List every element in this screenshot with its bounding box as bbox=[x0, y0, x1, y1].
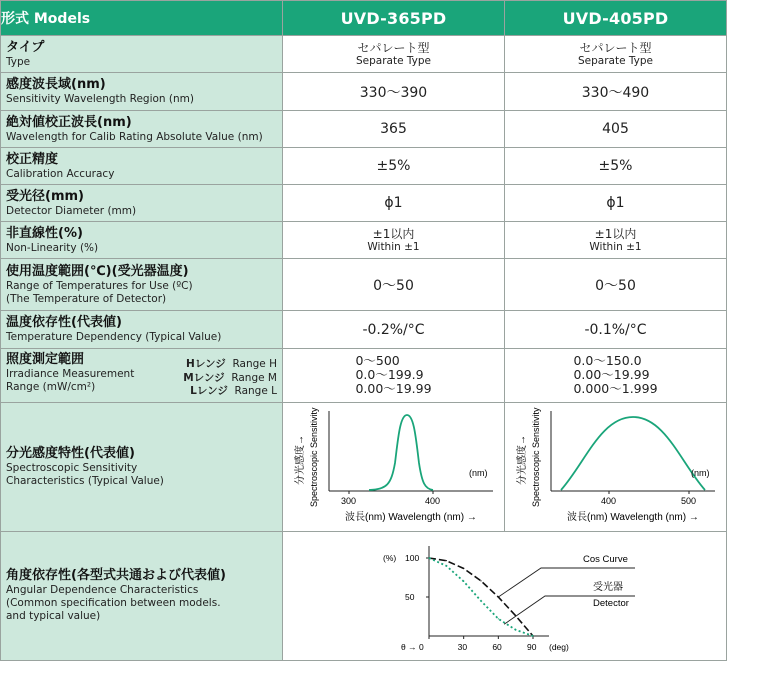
cos-curve-label: Cos Curve bbox=[583, 553, 628, 565]
header-row bbox=[1, 1, 727, 36]
range-m-key: Mレンジ bbox=[183, 371, 225, 384]
angular-y-tick-label: 100 bbox=[405, 552, 420, 563]
a-nonlin-en: Within ±1 bbox=[367, 240, 420, 253]
row-non-linearity bbox=[1, 222, 727, 259]
label-tempdep-jp: 温度依存性(代表値) bbox=[6, 315, 122, 330]
angular-chart bbox=[283, 532, 725, 656]
row-spectral bbox=[1, 402, 727, 531]
label-sens-jp: 感度波長域(nm) bbox=[6, 77, 106, 92]
label-nonlin-en: Non-Linearity (%) bbox=[6, 241, 99, 254]
b-calib-wavelength: 405 bbox=[505, 111, 727, 148]
row-calib-wavelength bbox=[1, 111, 727, 148]
label-spectral-jp: 分光感度特性(代表値) bbox=[6, 445, 135, 461]
spectral-plot-a bbox=[283, 403, 503, 527]
label-angular-jp: 角度依存性(各型式共通および代表値) bbox=[6, 568, 226, 583]
angular-point bbox=[515, 629, 516, 630]
angular-x-tick-label: 90 bbox=[527, 641, 537, 652]
spec-a-unit: (nm) bbox=[469, 467, 488, 478]
a-type-en: Separate Type bbox=[355, 54, 431, 67]
label-spectral-en2: Characteristics (Typical Value) bbox=[6, 474, 164, 487]
b-calib-accuracy: ±5% bbox=[505, 148, 727, 185]
angular-point bbox=[463, 580, 464, 581]
row-angular bbox=[1, 531, 727, 660]
range-l-key: Lレンジ bbox=[190, 385, 228, 397]
b-range-m: 0.00～19.99 bbox=[573, 366, 650, 382]
a-range-l: 0.00～19.99 bbox=[355, 380, 432, 396]
b-range-l: 0.000～1.999 bbox=[573, 380, 658, 396]
angular-x-tick-label: 30 bbox=[457, 641, 468, 652]
label-angular-en3: and typical value) bbox=[6, 610, 101, 622]
angular-x-tick-label: θ → 0 bbox=[401, 641, 424, 652]
row-calib-accuracy bbox=[1, 148, 727, 185]
angular-point bbox=[463, 567, 464, 568]
range-m-label: Range M bbox=[231, 371, 277, 384]
spec-b-curve bbox=[561, 417, 705, 490]
a-type-jp: セパレート型 bbox=[357, 40, 430, 55]
b-range-h: 0.0～150.0 bbox=[573, 352, 642, 368]
spectral-plot-b bbox=[505, 403, 725, 527]
spec-b-ylabel-en: Spectroscopic Sensitivity bbox=[531, 406, 541, 507]
angular-point bbox=[498, 618, 499, 619]
label-temprange-jp: 使用温度範囲(℃)(受光器温度) bbox=[6, 263, 189, 279]
angular-point bbox=[480, 580, 481, 581]
angular-x-unit: (deg) bbox=[549, 641, 569, 652]
a-temp-dependency: -0.2%/°C bbox=[283, 311, 505, 349]
b-temp-dependency: -0.1%/°C bbox=[505, 311, 727, 349]
label-spectral-en1: Spectroscopic Sensitivity bbox=[6, 461, 138, 474]
model-b-header: UVD-405PD bbox=[505, 1, 727, 36]
b-nonlin-jp: ±1以内 bbox=[594, 226, 637, 241]
models-header: 形式 Models bbox=[1, 1, 283, 36]
a-nonlin-jp: ±1以内 bbox=[372, 226, 415, 241]
angular-y-tick-label: 50 bbox=[405, 591, 415, 602]
row-temp-dependency bbox=[1, 311, 727, 349]
spec-b-tick-label-500: 500 bbox=[681, 495, 697, 506]
spec-b-xlabel: 波長(nm) Wavelength (nm) → bbox=[567, 511, 699, 523]
spec-b-ylabel-jp: 分光感度→ bbox=[517, 434, 528, 485]
label-temprange-en2: (The Temperature of Detector) bbox=[6, 292, 167, 305]
b-nonlin-en: Within ±1 bbox=[589, 240, 642, 253]
spec-a-tick-label-300: 300 bbox=[341, 495, 357, 506]
a-range-m: 0.0～199.9 bbox=[355, 366, 424, 382]
b-type-jp: セパレート型 bbox=[579, 40, 652, 55]
range-h-label: Range H bbox=[232, 358, 277, 370]
a-calib-accuracy: ±5% bbox=[283, 148, 505, 185]
a-calib-wavelength: 365 bbox=[283, 111, 505, 148]
angular-y-unit: (%) bbox=[383, 552, 397, 563]
detector-label-en: Detector bbox=[593, 597, 629, 609]
angular-point bbox=[428, 557, 429, 558]
spec-a-tick-label-400: 400 bbox=[425, 495, 441, 506]
a-detector-diameter: ϕ1 bbox=[283, 185, 505, 222]
detector-label-jp: 受光器 bbox=[593, 581, 623, 593]
a-range-h: 0～500 bbox=[355, 352, 400, 368]
angular-point bbox=[532, 635, 533, 636]
spec-a-curve bbox=[369, 415, 433, 490]
row-type bbox=[1, 36, 727, 73]
row-temp-range bbox=[1, 259, 727, 311]
spec-b-unit: (nm) bbox=[691, 467, 710, 478]
label-calibwl-en: Wavelength for Calib Rating Absolute Value (nm) bbox=[6, 130, 263, 143]
spec-b-tick-label-400: 400 bbox=[601, 495, 617, 506]
label-calibacc-en: Calibration Accuracy bbox=[6, 167, 115, 180]
label-type-jp: タイプ bbox=[6, 39, 45, 55]
range-keys bbox=[183, 358, 277, 399]
spec-a-ylabel-en: Spectroscopic Sensitivity bbox=[309, 406, 319, 507]
a-sensitivity-region: 330～390 bbox=[283, 73, 505, 111]
b-type-en: Separate Type bbox=[577, 54, 653, 67]
b-detector-diameter: ϕ1 bbox=[505, 185, 727, 222]
label-diam-jp: 受光径(mm) bbox=[6, 188, 84, 204]
label-irr-en1: Irradiance Measurement bbox=[6, 368, 135, 380]
detector-curve-line bbox=[429, 558, 533, 636]
b-sensitivity-region: 330～490 bbox=[505, 73, 727, 111]
label-diam-en: Detector Diameter (mm) bbox=[6, 204, 137, 217]
angular-point bbox=[446, 565, 447, 566]
spec-a-ylabel-jp: 分光感度→ bbox=[295, 434, 306, 485]
label-type-en: Type bbox=[6, 55, 31, 68]
angular-point bbox=[446, 560, 447, 561]
label-irr-jp: 照度測定範囲 bbox=[6, 352, 85, 367]
angular-point bbox=[480, 600, 481, 601]
label-nonlin-jp: 非直線性(%) bbox=[6, 225, 83, 241]
angular-x-tick-label: 60 bbox=[492, 641, 502, 652]
range-h-key: Hレンジ bbox=[186, 358, 226, 370]
row-detector-diameter bbox=[1, 185, 727, 222]
row-sensitivity-region bbox=[1, 73, 727, 111]
row-irradiance bbox=[1, 349, 727, 403]
model-a-header: UVD-365PD bbox=[283, 1, 505, 36]
range-l-label: Range L bbox=[234, 385, 277, 397]
a-temp-range: 0～50 bbox=[283, 259, 505, 311]
label-angular-en2: (Common specification between models. bbox=[6, 597, 221, 609]
label-tempdep-en: Temperature Dependency (Typical Value) bbox=[6, 331, 222, 343]
label-angular-en1: Angular Dependence Characteristics bbox=[6, 584, 199, 596]
spec-a-xlabel: 波長(nm) Wavelength (nm) → bbox=[345, 511, 477, 523]
b-temp-range: 0～50 bbox=[505, 259, 727, 311]
label-temprange-en1: Range of Temperatures for Use (ºC) bbox=[6, 279, 193, 292]
label-calibwl-jp: 絶対値校正波長(nm) bbox=[6, 114, 132, 130]
label-irr-en2: Range (mW/cm²) bbox=[6, 381, 96, 393]
cos-curve-line bbox=[429, 558, 533, 636]
label-sens-en: Sensitivity Wavelength Region (nm) bbox=[6, 93, 194, 105]
label-calibacc-jp: 校正精度 bbox=[6, 151, 59, 167]
